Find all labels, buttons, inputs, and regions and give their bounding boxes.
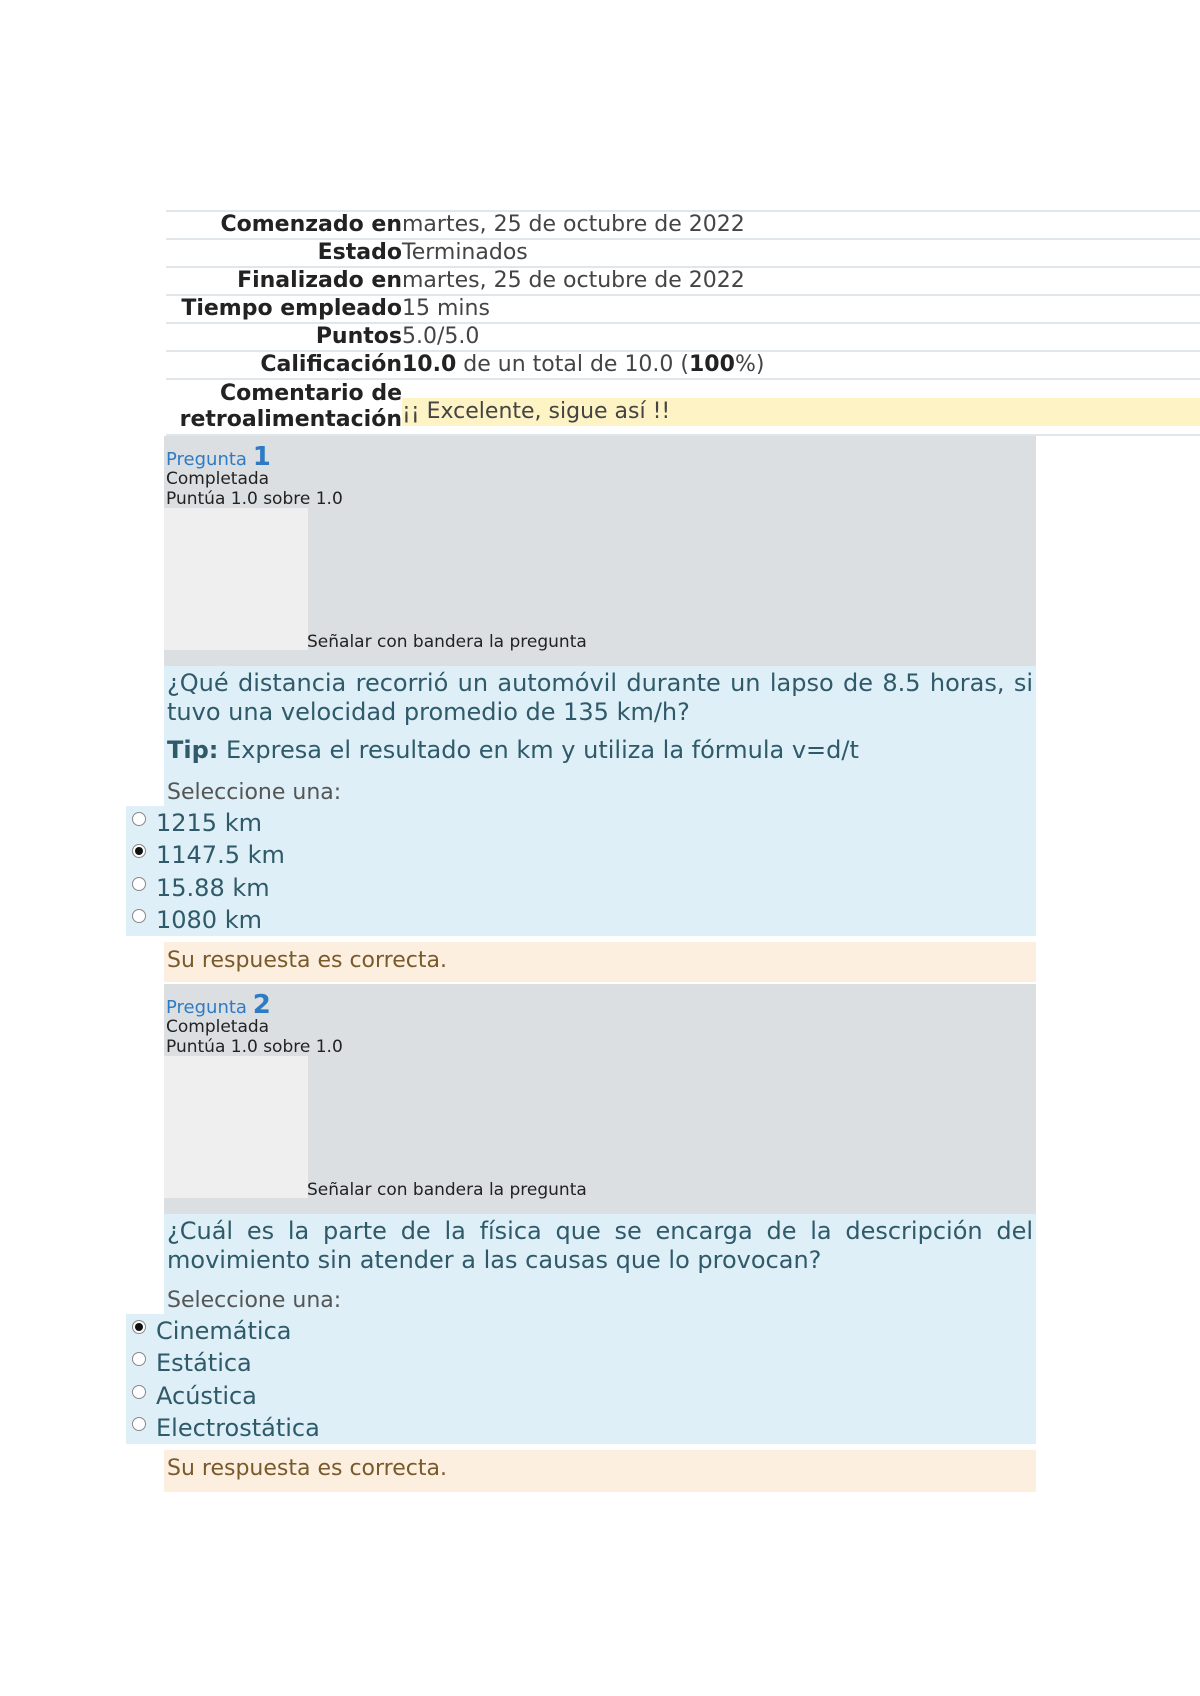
state-label: Estado [317, 240, 402, 265]
question-score: Puntúa 1.0 sobre 1.0 [166, 489, 343, 509]
question-content [164, 666, 1036, 936]
radio-button[interactable] [132, 909, 146, 923]
finished-label: Finalizado en [237, 268, 402, 293]
radio-button[interactable] [132, 812, 146, 826]
answer-option[interactable] [126, 808, 262, 838]
grade-percent: 100 [689, 352, 735, 377]
answer-option[interactable] [126, 1413, 320, 1443]
time-value: 15 mins [402, 296, 490, 321]
answer-outcome [164, 942, 1036, 982]
outcome-text: Su respuesta es correcta. [167, 1456, 447, 1481]
feedback-label-line2: retroalimentación [179, 407, 402, 432]
answer-option[interactable] [126, 1381, 257, 1411]
summary-row-started [166, 210, 1200, 238]
question-tip [167, 736, 859, 764]
points-label: Puntos [315, 324, 402, 349]
grade-label: Calificación [260, 352, 402, 377]
answer-option-label[interactable]: Electrostática [156, 1414, 320, 1442]
question-number [166, 442, 271, 472]
flag-question-link[interactable]: Señalar con bandera la pregunta [307, 632, 587, 652]
question-score: Puntúa 1.0 sobre 1.0 [166, 1037, 343, 1057]
radio-button[interactable] [132, 1385, 146, 1399]
outcome-text: Su respuesta es correcta. [167, 948, 447, 973]
question-number-value: 2 [252, 990, 271, 1020]
radio-button[interactable] [132, 1417, 146, 1431]
points-value: 5.0/5.0 [402, 324, 480, 349]
finished-value: martes, 25 de octubre de 2022 [402, 268, 745, 293]
feedback-value: ¡¡ Excelente, sigue así !! [402, 398, 1200, 426]
answer-option[interactable] [126, 840, 285, 870]
answer-option-label[interactable]: 1147.5 km [156, 841, 285, 869]
grade-value [402, 352, 764, 378]
question-prefix: Pregunta [166, 997, 247, 1018]
answer-option-label[interactable]: Acústica [156, 1382, 257, 1410]
answer-option[interactable] [126, 1316, 291, 1346]
question-info-placeholder [164, 1056, 308, 1198]
answer-option-label[interactable]: Estática [156, 1349, 252, 1377]
grade-score: 10.0 [402, 352, 457, 377]
question-state: Completada [166, 469, 270, 489]
question-state: Completada [166, 1017, 270, 1037]
feedback-label-line1: Comentario de [220, 381, 402, 406]
flag-question-link[interactable]: Señalar con bandera la pregunta [307, 1180, 587, 1200]
radio-button[interactable] [132, 877, 146, 891]
summary-row-feedback [166, 378, 1200, 436]
summary-row-points [166, 322, 1200, 350]
answer-outcome [164, 1450, 1036, 1492]
radio-button[interactable] [132, 1352, 146, 1366]
summary-row-grade [166, 350, 1200, 378]
attempt-summary-table [166, 210, 1200, 436]
time-label: Tiempo empleado [181, 296, 402, 321]
question-info-box [164, 436, 1036, 666]
grade-total: de un total de 10.0 ( [456, 352, 689, 377]
question-text: ¿Qué distancia recorrió un automóvil durante un lapso de 8.5 horas, si tuvo una velocidad promedio de 135 km/h? [167, 669, 1033, 726]
answer-option[interactable] [126, 905, 262, 935]
question-number-value: 1 [252, 442, 271, 472]
answer-option-label[interactable]: 15.88 km [156, 874, 270, 902]
summary-row-time [166, 294, 1200, 322]
tip-label: Tip: [167, 736, 219, 764]
answer-option-label[interactable]: 1215 km [156, 809, 262, 837]
tip-text: Expresa el resultado en km y utiliza la fórmula v=d/t [218, 736, 859, 764]
answer-option-label[interactable]: Cinemática [156, 1317, 292, 1345]
question-info-box [164, 984, 1036, 1214]
answer-option[interactable] [126, 873, 270, 903]
feedback-label [166, 381, 402, 433]
radio-button-selected[interactable] [132, 844, 146, 858]
select-one-label: Seleccione una: [167, 1288, 342, 1313]
summary-row-finished [166, 266, 1200, 294]
select-one-label: Seleccione una: [167, 780, 342, 805]
question-prefix: Pregunta [166, 449, 247, 470]
started-label: Comenzado en [220, 212, 402, 237]
answer-option[interactable] [126, 1348, 252, 1378]
summary-row-state [166, 238, 1200, 266]
answer-option-label[interactable]: 1080 km [156, 906, 262, 934]
state-value: Terminados [402, 240, 528, 265]
grade-percent-end: %) [734, 352, 765, 377]
question-text: ¿Cuál es la parte de la física que se encarga de la descripción del movimiento sin atender a las causas que lo provocan? [167, 1217, 1033, 1274]
question-number [166, 990, 271, 1020]
question-content [164, 1214, 1036, 1444]
radio-button-selected[interactable] [132, 1320, 146, 1334]
question-info-placeholder [164, 508, 308, 650]
started-value: martes, 25 de octubre de 2022 [402, 212, 745, 237]
